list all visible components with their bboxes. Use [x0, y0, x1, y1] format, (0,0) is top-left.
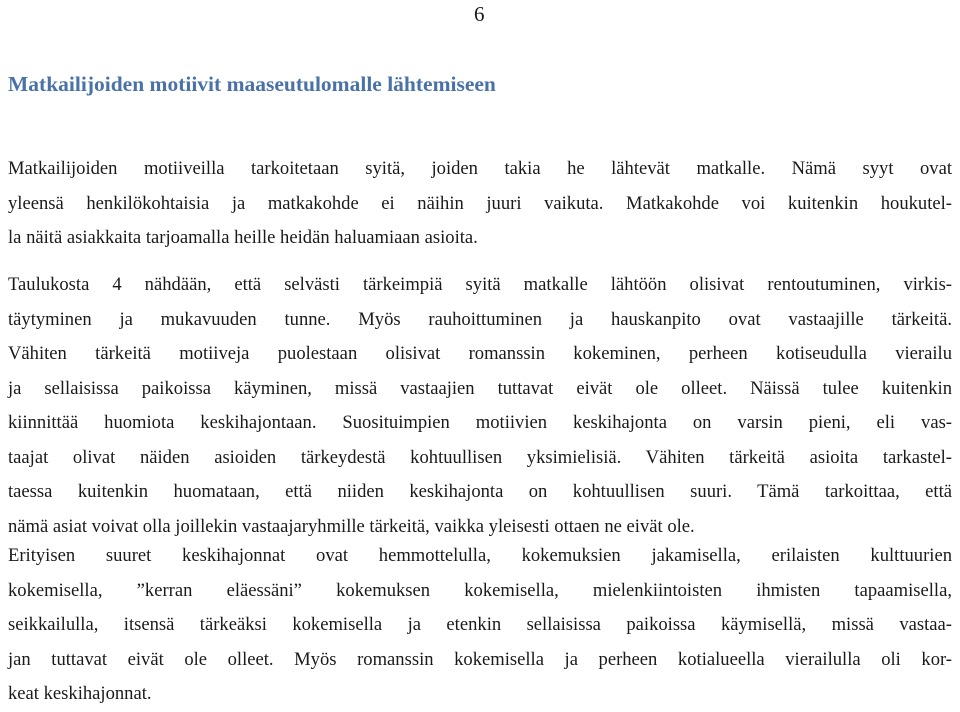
text-line: ja sellaisissa paikoissa käyminen, missä vastaajien tuttavat eivät ole olleet. Näissä tulee kuitenkin: [8, 377, 952, 399]
text-line: taessa kuitenkin huomataan, että niiden keskihajonta on kohtuullisen suuri. Tämä tarkoittaa, että: [8, 481, 952, 502]
text-line: kiinnittää huomiota keskihajontaan. Suosituimpien motiivien keskihajonta on varsin pieni, eli vas-: [8, 412, 952, 433]
paragraph-motives-intro: [8, 152, 952, 256]
paragraph-high-deviation: [8, 539, 952, 712]
text-line: taajat olivat näiden asioiden tärkeydestä kohtuullisen yksimielisiä. Vähiten tärkeitä asioita tarkastel-: [8, 446, 952, 468]
text-line: Erityisen suuret keskihajonnat ovat hemmottelulla, kokemuksien jakamisella, erilaisten kulttuurien: [8, 545, 952, 566]
text-line: kokemisella, ”kerran eläessäni” kokemuksen kokemisella, mielenkiintoisten ihmisten tapaamisella,: [8, 579, 952, 601]
text-line: la näitä asiakkaita tarjoamalla heille heidän haluamiaan asioita.: [8, 227, 478, 248]
text-line: seikkailulla, itsensä tärkeäksi kokemisella ja etenkin sellaisissa paikoissa käymisellä, missä vastaa-: [8, 614, 952, 635]
paragraph-table-analysis: [8, 268, 952, 544]
text-line: jan tuttavat eivät ole olleet. Myös romanssin kokemisella ja perheen kotialueella vierailulla oli kor-: [8, 648, 952, 670]
page-number: 6: [474, 2, 485, 26]
text-line: nämä asiat voivat olla joillekin vastaajaryhmille tärkeitä, vaikka yleisesti ottaen ne eivät ole.: [8, 515, 695, 537]
text-line: Matkailijoiden motiiveilla tarkoitetaan syitä, joiden takia he lähtevät matkalle. Nämä syyt ovat: [8, 158, 952, 179]
text-line: täytyminen ja mukavuuden tunne. Myös rauhoittuminen ja hauskanpito ovat vastaajille tärkeitä.: [8, 308, 952, 330]
text-line: Taulukosta 4 nähdään, että selvästi tärkeimpiä syitä matkalle lähtöön olisivat rentoutuminen, virkis-: [8, 274, 952, 295]
section-heading: Matkailijoiden motiivit maaseutulomalle lähtemiseen: [8, 72, 496, 96]
text-line: yleensä henkilökohtaisia ja matkakohde ei näihin juuri vaikuta. Matkakohde voi kuitenkin houkutel-: [8, 192, 952, 214]
text-line: keat keskihajonnat.: [8, 683, 152, 704]
text-line: Vähiten tärkeitä motiiveja puolestaan olisivat romanssin kokeminen, perheen kotiseudulla vierailu: [8, 343, 952, 364]
